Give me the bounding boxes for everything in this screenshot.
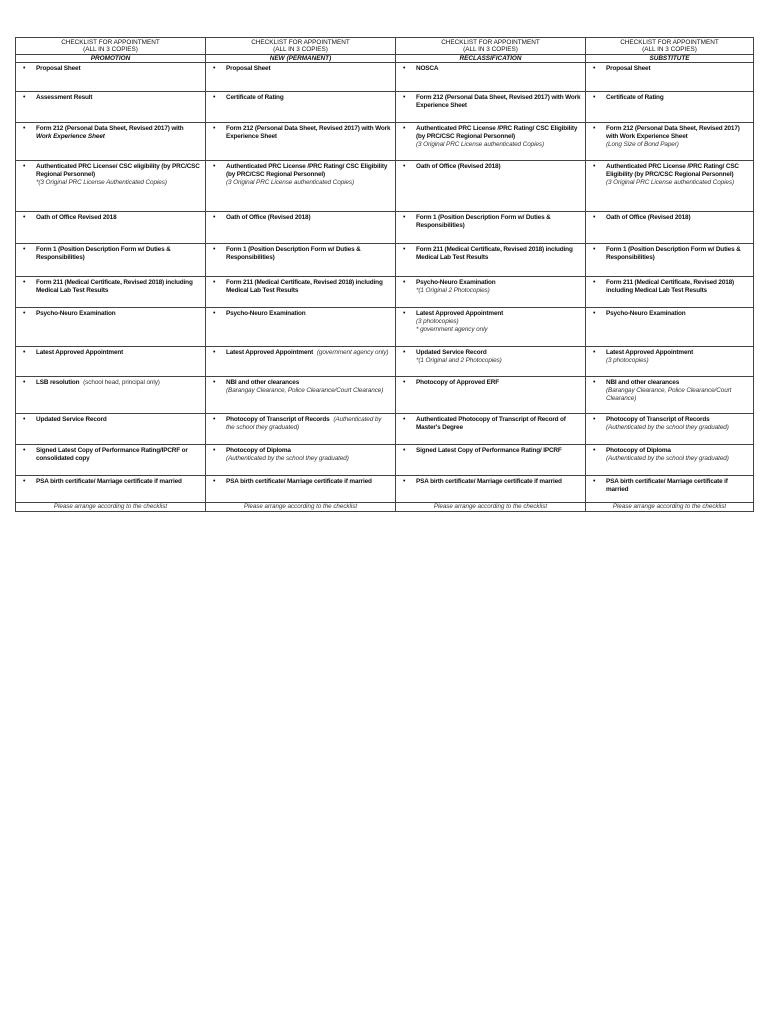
bullet-icon: • (23, 310, 26, 318)
item-label: Certificate of Rating (606, 94, 664, 102)
list-item (210, 65, 391, 73)
list-item (20, 163, 201, 186)
category-new-permanent: NEW (PERMANENT) (206, 54, 396, 63)
list-item (400, 310, 581, 333)
arrange-instruction: Please arrange according to the checklist (586, 503, 754, 512)
header-copies: (ALL IN 3 COPIES) (463, 46, 518, 54)
item-label: Oath of Office (Revised 2018) (606, 214, 691, 222)
checklist-cell (206, 377, 396, 414)
checklist-cell (586, 476, 754, 503)
list-item (20, 379, 201, 387)
list-item (20, 349, 201, 357)
checklist-cell (206, 476, 396, 503)
list-item (20, 214, 201, 222)
list-item (400, 94, 581, 110)
checklist-cell (586, 347, 754, 377)
list-item (590, 279, 749, 295)
list-item (210, 125, 391, 141)
item-label: Photocopy of Transcript of Records (606, 416, 710, 424)
item-label: Psycho-Neuro Examination (606, 310, 686, 318)
checklist-row (16, 212, 754, 244)
list-item (590, 65, 749, 73)
checklist-row (16, 277, 754, 308)
category-row (16, 54, 754, 63)
list-item (590, 246, 749, 262)
checklist-cell (396, 63, 586, 92)
category-substitute: SUBSTITUTE (586, 54, 754, 63)
item-label: Photocopy of Diploma (606, 447, 671, 455)
item-label: Photocopy of Transcript of Records (226, 416, 330, 424)
item-note: (3 Original PRC License authenticated Copies) (226, 179, 354, 186)
item-label: Latest Approved Appointment (416, 310, 504, 318)
bullet-icon: • (213, 416, 216, 424)
checklist-cell (16, 212, 206, 244)
item-label: Psycho-Neuro Examination (416, 279, 496, 287)
list-item (20, 310, 201, 318)
item-note: (3 Original PRC License authenticated Copies) (416, 141, 544, 148)
list-item (590, 349, 749, 365)
item-note: (Authenticated by the school they graduated) (226, 416, 382, 432)
header-copies: (ALL IN 3 COPIES) (273, 46, 328, 54)
list-item (210, 416, 391, 432)
bullet-icon: • (593, 125, 596, 133)
column-header (16, 38, 206, 55)
checklist-cell (206, 308, 396, 347)
bullet-icon: • (593, 94, 596, 102)
checklist-cell (396, 92, 586, 123)
bullet-icon: • (23, 478, 26, 486)
checklist-cell (206, 63, 396, 92)
column-header (586, 38, 754, 55)
checklist-row (16, 308, 754, 347)
checklist-cell (206, 414, 396, 445)
list-item (400, 279, 581, 295)
item-label: Form 212 (Personal Data Sheet, Revised 2017) with Work Experience Sheet (416, 94, 581, 110)
bullet-icon: • (213, 65, 216, 73)
header-copies: (ALL IN 3 COPIES) (83, 46, 138, 54)
list-item (20, 416, 201, 424)
bullet-icon: • (23, 163, 26, 171)
bullet-icon: • (403, 246, 406, 254)
bullet-icon: • (23, 65, 26, 73)
item-label: NOSCA (416, 65, 439, 73)
checklist-cell (586, 123, 754, 161)
header-copies: (ALL IN 3 COPIES) (642, 46, 697, 54)
checklist-cell (396, 476, 586, 503)
checklist-row (16, 347, 754, 377)
checklist-cell (586, 414, 754, 445)
list-item (20, 125, 201, 141)
item-note: *(1 Original and 2 Photocopies) (416, 357, 502, 365)
list-item (400, 447, 581, 455)
item-note: (3 photocopies) (416, 318, 459, 326)
item-note: *(3 Original PRC License Authenticated Copies) (36, 179, 167, 186)
checklist-row (16, 476, 754, 503)
item-label: PSA birth certificate/ Marriage certificate if married (36, 478, 182, 486)
checklist-cell (206, 347, 396, 377)
item-label: Proposal Sheet (36, 65, 81, 73)
checklist-cell (396, 277, 586, 308)
item-note: *(1 Original 2 Photocopies) (416, 287, 490, 295)
list-item (400, 163, 581, 171)
item-label: Form 211 (Medical Certificate, Revised 2018) including Medical Lab Test Results (226, 279, 383, 295)
item-label: Oath of Office Revised 2018 (36, 214, 117, 222)
bullet-icon: • (23, 416, 26, 424)
checklist-cell (206, 212, 396, 244)
bullet-icon: • (593, 447, 596, 455)
list-item (590, 163, 749, 186)
bullet-icon: • (593, 379, 596, 387)
list-item (400, 478, 581, 486)
item-label: Form 1 (Position Description Form w/ Duties & Responsibilities) (416, 214, 551, 230)
bullet-icon: • (403, 125, 406, 133)
arrange-instruction: Please arrange according to the checklist (16, 503, 206, 512)
checklist-cell (16, 414, 206, 445)
item-label: Form 211 (Medical Certificate, Revised 2018) including Medical Lab Test Results (606, 279, 735, 295)
list-item (20, 447, 201, 463)
item-note: (3 photocopies) (606, 357, 649, 365)
list-item (590, 447, 749, 463)
list-item (210, 447, 391, 463)
item-label: PSA birth certificate/ Marriage certificate if married (416, 478, 562, 486)
bullet-icon: • (213, 125, 216, 133)
item-note: (Barangay Clearance, Police Clearance/Court Clearance) (606, 387, 732, 402)
list-item (20, 279, 201, 295)
checklist-cell (586, 161, 754, 212)
checklist-cell (206, 277, 396, 308)
item-label: Latest Approved Appointment (606, 349, 694, 357)
item-label: Latest Approved Appointment (226, 349, 314, 357)
item-label: Assessment Result (36, 94, 93, 102)
item-label: Form 211 (Medical Certificate, Revised 2018) including Medical Lab Test Results (416, 246, 573, 262)
item-label: Proposal Sheet (606, 65, 651, 73)
checklist-cell (16, 347, 206, 377)
checklist-cell (586, 445, 754, 476)
bullet-icon: • (23, 214, 26, 222)
header-title: CHECKLIST FOR APPOINTMENT (251, 39, 350, 46)
bullet-icon: • (23, 279, 26, 287)
item-label: Form 211 (Medical Certificate, Revised 2018) including Medical Lab Test Results (36, 279, 193, 295)
list-item (210, 279, 391, 295)
footer-row (16, 503, 754, 512)
bullet-icon: • (593, 279, 596, 287)
checklist-cell (396, 161, 586, 212)
item-label: Authenticated Photocopy of Transcript of Record of Master's Degree (416, 416, 566, 432)
list-item (210, 310, 391, 318)
checklist-cell (16, 244, 206, 277)
list-item (400, 125, 581, 148)
item-label: Oath of Office (Revised 2018) (416, 163, 501, 171)
appointment-checklist-table (15, 37, 754, 512)
bullet-icon: • (593, 478, 596, 486)
bullet-icon: • (593, 246, 596, 254)
list-item (400, 214, 581, 230)
item-note: (Authenticated by the school they graduated) (606, 455, 729, 463)
bullet-icon: • (403, 416, 406, 424)
list-item (590, 214, 749, 222)
list-item (400, 65, 581, 73)
bullet-icon: • (213, 279, 216, 287)
bullet-icon: • (23, 379, 26, 387)
checklist-cell (206, 123, 396, 161)
bullet-icon: • (23, 125, 26, 133)
list-item (590, 125, 749, 148)
list-item (400, 246, 581, 262)
bullet-icon: • (213, 349, 216, 357)
checklist-cell (396, 414, 586, 445)
item-label: Photocopy of Approved ERF (416, 379, 499, 387)
list-item (590, 478, 749, 494)
bullet-icon: • (593, 163, 596, 171)
item-label: PSA birth certificate/ Marriage certificate if married (606, 478, 728, 494)
checklist-cell (396, 123, 586, 161)
item-note: Work Experience Sheet (36, 133, 105, 141)
checklist-cell (586, 308, 754, 347)
bullet-icon: • (23, 447, 26, 455)
bullet-icon: • (403, 447, 406, 455)
list-item (210, 246, 391, 262)
checklist-cell (586, 377, 754, 414)
bullet-icon: • (213, 478, 216, 486)
bullet-icon: • (213, 379, 216, 387)
item-label: Proposal Sheet (226, 65, 271, 73)
header-row (16, 38, 754, 55)
category-reclassification: RECLASSIFICATION (396, 54, 586, 63)
list-item (20, 246, 201, 262)
column-header (396, 38, 586, 55)
checklist-cell (586, 244, 754, 277)
item-label: PSA birth certificate/ Marriage certificate if married (226, 478, 372, 486)
checklist-row (16, 445, 754, 476)
list-item (590, 416, 749, 432)
checklist-cell (586, 92, 754, 123)
checklist-cell (586, 63, 754, 92)
list-item (400, 416, 581, 432)
item-note: (Barangay Clearance, Police Clearance/Court Clearance) (226, 387, 384, 395)
list-item (590, 94, 749, 102)
list-item (20, 94, 201, 102)
bullet-icon: • (213, 163, 216, 171)
checklist-cell (206, 161, 396, 212)
checklist-cell (206, 92, 396, 123)
list-item (590, 379, 749, 402)
arrange-instruction: Please arrange according to the checklist (206, 503, 396, 512)
bullet-icon: • (403, 94, 406, 102)
bullet-icon: • (213, 94, 216, 102)
bullet-icon: • (23, 94, 26, 102)
item-label: Form 1 (Position Description Form w/ Duties & Responsibilities) (36, 246, 171, 262)
item-label: LSB resolution (36, 379, 80, 387)
checklist-row (16, 123, 754, 161)
checklist-cell (16, 161, 206, 212)
checklist-cell (16, 308, 206, 347)
list-item (20, 478, 201, 486)
checklist-cell (396, 244, 586, 277)
checklist-cell (16, 377, 206, 414)
checklist-row (16, 377, 754, 414)
checklist-cell (16, 445, 206, 476)
bullet-icon: • (213, 214, 216, 222)
bullet-icon: • (23, 246, 26, 254)
checklist-cell (396, 308, 586, 347)
bullet-icon: • (403, 310, 406, 318)
item-note-secondary: * government agency only (416, 326, 488, 333)
item-label: Authenticated PRC License /PRC Rating/ CSC Eligibility (by PRC/CSC Regional Personnel) (416, 125, 578, 141)
item-label: Psycho-Neuro Examination (36, 310, 116, 318)
item-label: Signed Latest Copy of Performance Rating/ IPCRF (416, 447, 562, 455)
bullet-icon: • (593, 65, 596, 73)
item-note: (school head, principal only) (83, 379, 160, 387)
bullet-icon: • (403, 65, 406, 73)
list-item (210, 163, 391, 186)
bullet-icon: • (593, 214, 596, 222)
item-label: Latest Approved Appointment (36, 349, 124, 357)
item-label: Updated Service Record (416, 349, 487, 357)
bullet-icon: • (213, 246, 216, 254)
checklist-row (16, 161, 754, 212)
list-item (210, 94, 391, 102)
bullet-icon: • (213, 310, 216, 318)
checklist-cell (396, 347, 586, 377)
bullet-icon: • (403, 379, 406, 387)
bullet-icon: • (403, 214, 406, 222)
checklist-cell (206, 445, 396, 476)
checklist-cell (206, 244, 396, 277)
item-label: Certificate of Rating (226, 94, 284, 102)
arrange-instruction: Please arrange according to the checklist (396, 503, 586, 512)
item-label: NBI and other clearances (226, 379, 300, 387)
item-label: Oath of Office (Revised 2018) (226, 214, 311, 222)
bullet-icon: • (593, 349, 596, 357)
list-item (210, 478, 391, 486)
item-label: Updated Service Record (36, 416, 107, 424)
list-item (210, 379, 391, 395)
category-promotion: PROMOTION (16, 54, 206, 63)
bullet-icon: • (403, 478, 406, 486)
bullet-icon: • (213, 447, 216, 455)
item-note: (Authenticated by the school they graduated) (606, 424, 729, 432)
list-item (400, 349, 581, 365)
header-title: CHECKLIST FOR APPOINTMENT (441, 39, 540, 46)
item-label: Psycho-Neuro Examination (226, 310, 306, 318)
checklist-row (16, 92, 754, 123)
checklist-row (16, 414, 754, 445)
item-label: Form 1 (Position Description Form w/ Duties & Responsibilities) (606, 246, 741, 262)
item-note: (government agency only) (316, 349, 389, 357)
item-label: Authenticated PRC License/ CSC eligibility (by PRC/CSC Regional Personnel) (36, 163, 200, 179)
list-item (210, 214, 391, 222)
list-item (210, 349, 391, 357)
bullet-icon: • (593, 416, 596, 424)
item-label: NBI and other clearances (606, 379, 680, 387)
checklist-cell (16, 123, 206, 161)
list-item (20, 65, 201, 73)
item-label: Form 212 (Personal Data Sheet, Revised 2017) with Work Experience Sheet (226, 125, 391, 141)
bullet-icon: • (593, 310, 596, 318)
item-label: Form 212 (Personal Data Sheet, Revised 2017) with Work Experience Sheet (606, 125, 740, 141)
column-header (206, 38, 396, 55)
item-label: Photocopy of Diploma (226, 447, 291, 455)
checklist-cell (396, 445, 586, 476)
list-item (400, 379, 581, 387)
bullet-icon: • (403, 279, 406, 287)
item-label: Signed Latest Copy of Performance Rating/IPCRF or consolidated copy (36, 447, 188, 463)
checklist-row (16, 244, 754, 277)
item-label: Form 1 (Position Description Form w/ Duties & Responsibilities) (226, 246, 361, 262)
header-title: CHECKLIST FOR APPOINTMENT (61, 39, 160, 46)
item-note: (Authenticated by the school they graduated) (226, 455, 349, 463)
checklist-cell (586, 212, 754, 244)
bullet-icon: • (403, 163, 406, 171)
checklist-cell (16, 277, 206, 308)
checklist-cell (16, 476, 206, 503)
list-item (590, 310, 749, 318)
checklist-row (16, 63, 754, 92)
checklist-cell (586, 277, 754, 308)
checklist-cell (16, 92, 206, 123)
bullet-icon: • (23, 349, 26, 357)
item-note: (Long Size of Bond Paper) (606, 141, 679, 148)
checklist-cell (396, 212, 586, 244)
checklist-cell (396, 377, 586, 414)
header-title: CHECKLIST FOR APPOINTMENT (620, 39, 719, 46)
checklist-cell (16, 63, 206, 92)
item-note: (3 Original PRC License authenticated Copies) (606, 179, 734, 186)
item-label: Authenticated PRC License /PRC Rating/ CSC Eligibility (by PRC/CSC Regional Personnel) (226, 163, 388, 179)
bullet-icon: • (403, 349, 406, 357)
item-label: Form 212 (Personal Data Sheet, Revised 2017) with (36, 125, 184, 133)
item-label: Authenticated PRC License /PRC Rating/ CSC Eligibility (by PRC/CSC Regional Personnel) (606, 163, 739, 179)
